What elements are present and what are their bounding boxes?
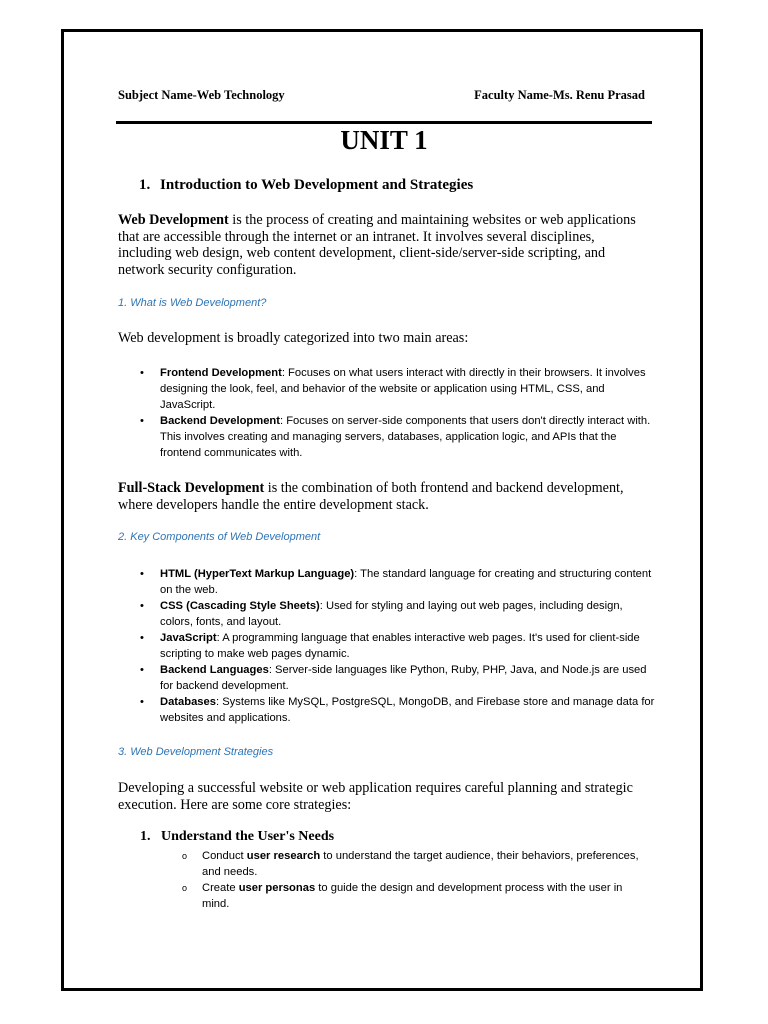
subject-name: Subject Name-Web Technology <box>118 88 285 102</box>
item-term: Backend Development <box>160 415 280 427</box>
item-term: user personas <box>238 882 316 894</box>
item-text: to understand the target audience, their behaviors, preferences, and needs. <box>202 850 639 878</box>
subheading-what-is: 1. What is Web Development? <box>118 297 267 309</box>
item-text: : The standard language for creating and structuring content on the web. <box>160 568 652 596</box>
list-item <box>182 848 652 880</box>
intro-paragraph <box>118 212 648 278</box>
list-item <box>140 566 655 598</box>
components-list <box>140 566 655 726</box>
section-number: 1. <box>139 177 151 193</box>
item-text: Create <box>202 882 239 894</box>
strategy-list <box>182 848 652 912</box>
list-item <box>182 880 652 912</box>
item-text: : A programming language that enables interactive web pages. It's used for client-side scripting to make web pages dynamic. <box>160 632 640 660</box>
circle-bullet-icon: o <box>182 851 188 861</box>
list-item <box>140 365 655 413</box>
faculty-name: Faculty Name-Ms. Renu Prasad <box>474 88 645 102</box>
areas-intro: Web development is broadly categorized into two main areas: <box>118 330 469 346</box>
bullet-icon: • <box>140 600 144 612</box>
unit-title: UNIT 1 <box>340 125 428 155</box>
item-term: Databases <box>160 696 216 708</box>
strategies-intro: Developing a successful website or web application requires careful planning and strategic execution. Here are some core strategies: <box>118 780 633 813</box>
list-item <box>140 662 655 694</box>
item-text: : Server-side languages like Python, Ruby, PHP, Java, and Node.js are used for backend development. <box>160 664 647 692</box>
item-text: : Used for styling and laying out web pages, including design, colors, fonts, and layout. <box>160 600 623 628</box>
fullstack-text: is the combination of both frontend and backend development, where developers handle the entire development stack. <box>118 480 624 513</box>
intro-text: is the process of creating and maintaining websites or web applications that are accessible through the internet or an intranet. It involves several disciplines, including web design, web content development, client-side/server-side scripting, and network security configuration. <box>118 212 636 278</box>
item-text: : Focuses on server-side components that users don't directly interact with. This involves creating and managing servers, databases, application logic, and APIs that the frontend communicates with. <box>160 415 651 459</box>
item-text: : Focuses on what users interact with directly in their browsers. It involves designing the look, feel, and behavior of the website or application using HTML, CSS, and JavaScript. <box>160 367 646 411</box>
intro-term: Web Development <box>118 212 229 228</box>
bullet-icon: • <box>140 632 144 644</box>
strategy-title: Understand the User's Needs <box>161 829 335 844</box>
bullet-icon: • <box>140 696 144 708</box>
bullet-icon: • <box>140 415 144 427</box>
list-item <box>140 598 655 630</box>
item-text: : Systems like MySQL, PostgreSQL, MongoDB, and Firebase store and manage data for websites and applications. <box>160 696 655 724</box>
item-term: JavaScript <box>160 632 217 644</box>
item-term: Frontend Development <box>160 367 282 379</box>
list-item <box>140 694 655 726</box>
subheading-strategies: 3. Web Development Strategies <box>118 746 274 758</box>
section-heading <box>139 177 473 194</box>
item-term: CSS (Cascading Style Sheets) <box>160 600 320 612</box>
item-text: Conduct <box>202 850 247 862</box>
circle-bullet-icon: o <box>182 883 188 893</box>
subheading-key-components: 2. Key Components of Web Development <box>118 531 321 543</box>
section-title: Introduction to Web Development and Strategies <box>160 177 474 193</box>
item-term: user research <box>246 850 321 862</box>
areas-list <box>140 365 655 461</box>
item-term: Backend Languages <box>160 664 269 676</box>
bullet-icon: • <box>140 568 144 580</box>
strategy-heading <box>140 829 334 845</box>
list-item <box>140 630 655 662</box>
item-term: HTML (HyperText Markup Language) <box>160 568 355 580</box>
strategy-number: 1. <box>140 829 151 844</box>
bullet-icon: • <box>140 664 144 676</box>
item-text: to guide the design and development process with the user in mind. <box>202 882 623 910</box>
fullstack-term: Full-Stack Development <box>118 480 265 496</box>
list-item <box>140 413 655 461</box>
fullstack-paragraph <box>118 480 648 513</box>
bullet-icon: • <box>140 367 144 379</box>
header-rule <box>116 121 652 124</box>
